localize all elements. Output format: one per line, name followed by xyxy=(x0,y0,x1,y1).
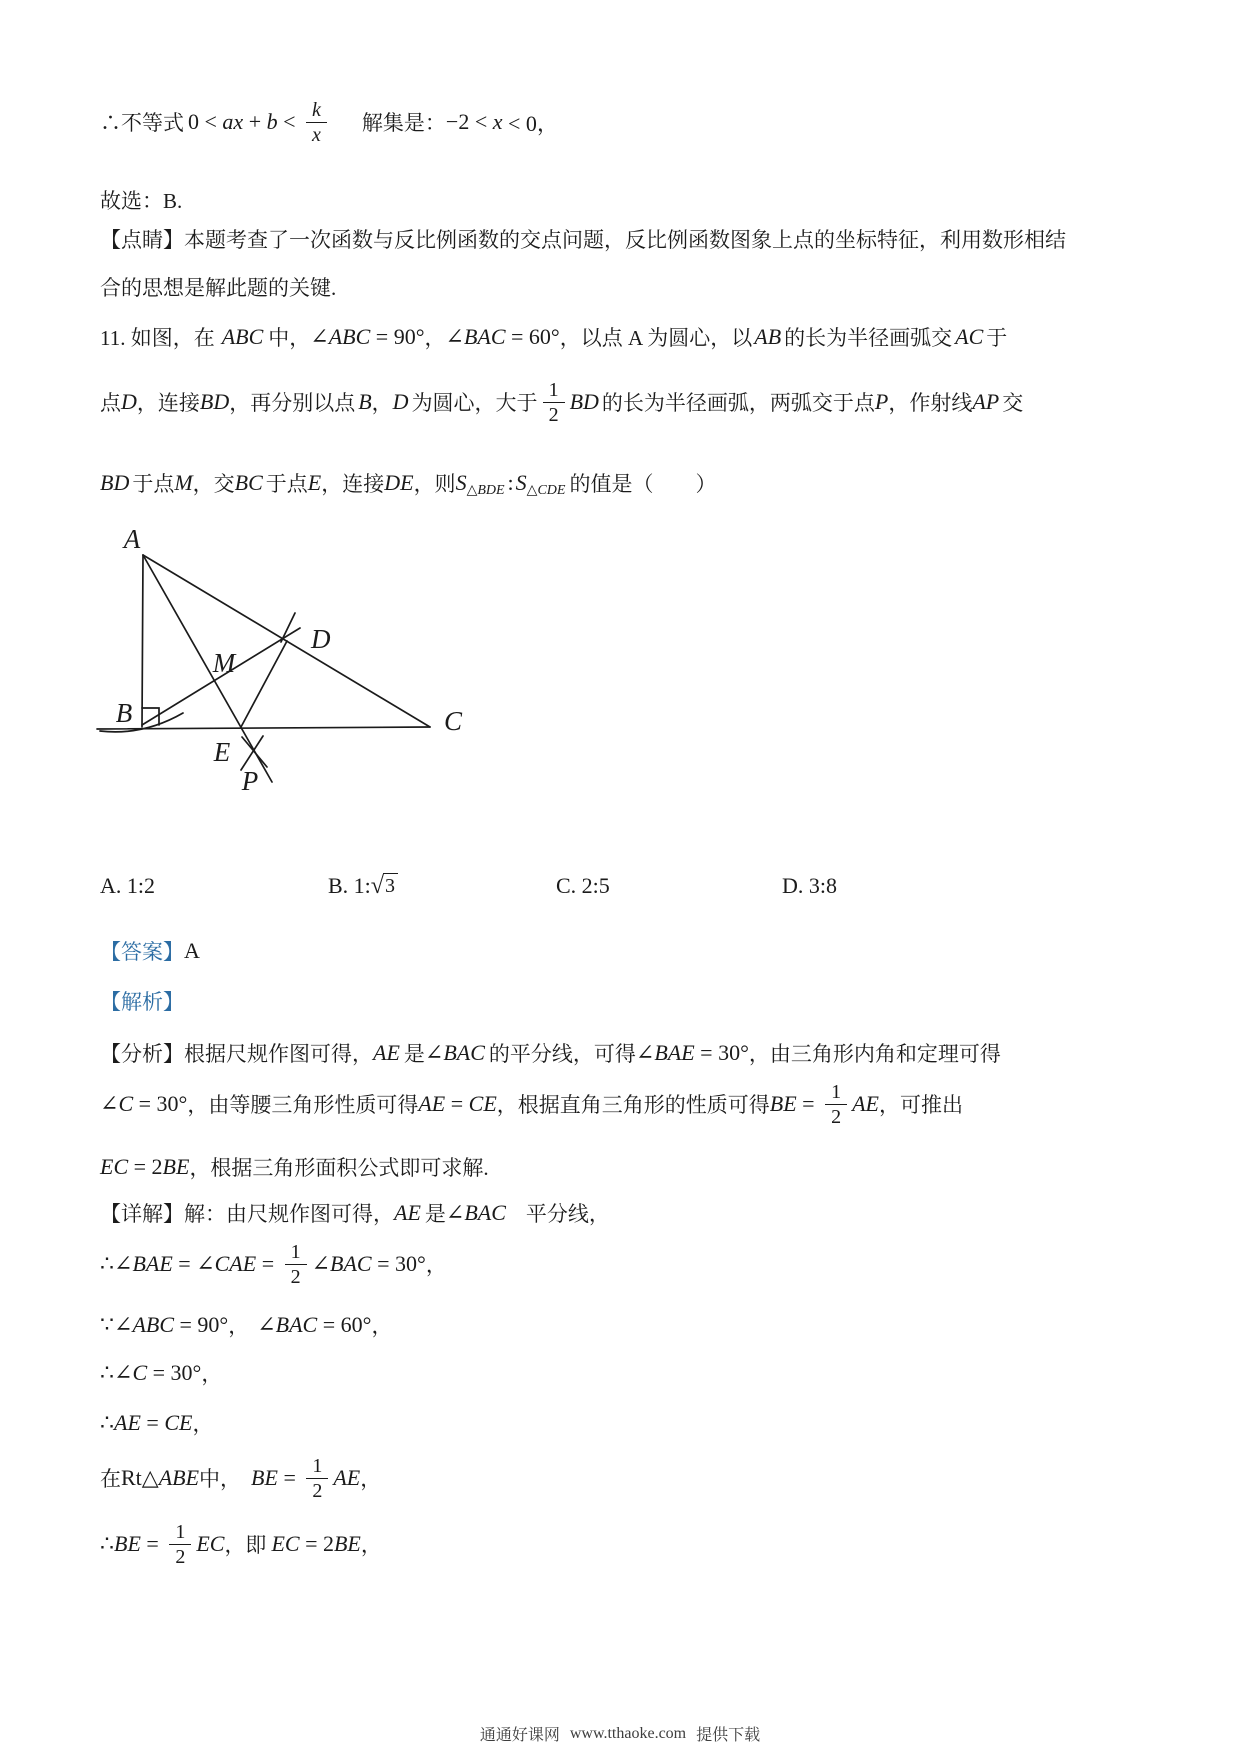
dianjing-note-line-2: 合的思想是解此题的关键. xyxy=(100,276,337,300)
label-p: P xyxy=(241,766,259,796)
step-rt-abe: 在 Rt△ ABE 中， BE = $\frac{1}{2}$ AE ， xyxy=(100,1454,382,1502)
option-c: C. 2:5 xyxy=(556,873,610,898)
jiexi-label-line: 【解析】 xyxy=(100,990,184,1014)
ray-ap xyxy=(143,555,272,782)
xiangjie-line: 【详解】解：由尺规作图可得， AE 是 ∠ BAC 平分线， xyxy=(100,1200,610,1226)
option-d: D. 3:8 xyxy=(782,873,837,898)
option-b: B. 1: √ 3 xyxy=(328,873,398,899)
arc-tick-at-d xyxy=(281,613,295,642)
dianjing-note-line-1: 【点睛】本题考查了一次函数与反比例函数的交点问题，反比例函数图象上点的坐标特征，利用数形相结 xyxy=(100,228,1066,252)
option-a: A. 1:2 xyxy=(100,873,155,898)
cross-at-p-stroke-1 xyxy=(241,736,263,770)
answer-line: 【答案】 A xyxy=(100,938,200,964)
step-angle-bae: ∴ ∠ BAE = ∠ CAE = $\frac{1}{2}$ ∠ BAC = 30° ， xyxy=(100,1240,447,1288)
conclusion-inequality-line: ∴不等式 0 < ax + b < $\frac{k}{x}$ 解集是： −2 < x < 0， xyxy=(100,98,559,146)
step-angle-abc: ∵ ∠ ABC = 90° ， ∠ BAC = 60° ， xyxy=(100,1312,393,1338)
question-11-line-3: BD 于点 M ，交 BC 于点 E ，连接 DE ，则 S △BDE : S △CDE 的值是（ ） xyxy=(100,470,717,498)
step-ae-ce: ∴ AE = CE ， xyxy=(100,1410,214,1436)
question-11-line-1: 11. 如图，在 ABC 中， ∠ ABC = 90° ， ∠ BAC = 60° ，以点 A 为圆心，以 AB 的长为半径画弧交 AC 于 xyxy=(100,324,1008,350)
fenxi-line-3: EC = 2 BE ，根据三角形面积公式即可求解. xyxy=(100,1154,489,1180)
fenxi-line-2: ∠ C = 30° ，由等腰三角形性质可得 AE = CE ，根据直角三角形的性质可得 BE = $\frac{1}{2}$ AE ，可推出 xyxy=(100,1080,963,1128)
question-11-line-2: 点 D ，连接 BD ，再分别以点 B ， D 为圆心，大于 $\frac{1}{2}$ BD 的长为半径画弧，两弧交于点 P ，作射线 AP 交 xyxy=(100,378,1024,426)
fenxi-line-1: 【分析】根据尺规作图可得， AE 是 ∠ BAC 的平分线，可得 ∠ BAE = 30° ，由三角形内角和定理可得 xyxy=(100,1040,1001,1066)
label-e: E xyxy=(213,737,231,767)
triangle-construction-figure xyxy=(95,518,480,803)
page-footer: 通通好课网 www.tthaoke.com 提供下载 xyxy=(479,1724,761,1744)
label-m: M xyxy=(212,648,236,678)
segment-de xyxy=(241,641,287,727)
label-d: D xyxy=(311,624,331,654)
geometry-figure xyxy=(95,518,480,808)
segment-ab xyxy=(142,555,143,727)
label-b: B xyxy=(115,698,133,728)
step-angle-c: ∴ ∠ C = 30° ， xyxy=(100,1360,223,1386)
label-a: A xyxy=(123,524,141,554)
step-be-ec: ∴ BE = $\frac{1}{2}$ EC ，即 EC = 2 BE ， xyxy=(100,1520,382,1568)
label-c: C xyxy=(443,706,463,736)
choose-answer-line: 故选：B. xyxy=(100,189,183,213)
